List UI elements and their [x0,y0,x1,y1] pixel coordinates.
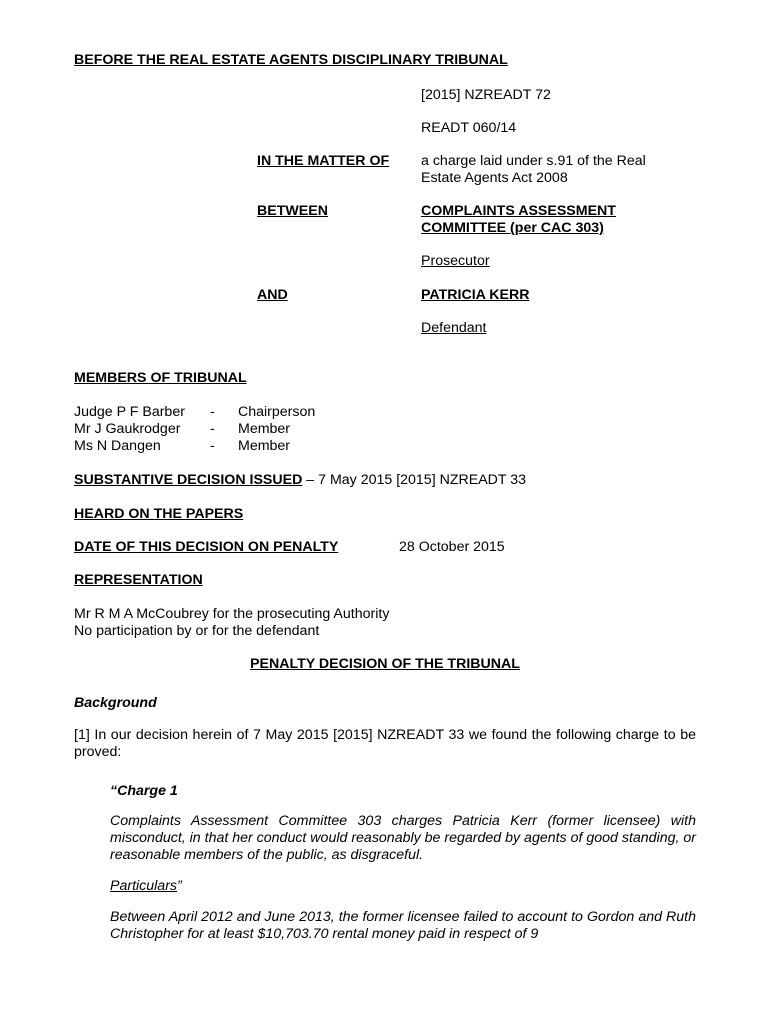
prosecutor-name-line-1: COMPLAINTS ASSESSMENT [421,203,616,219]
matter-label: IN THE MATTER OF [257,153,390,169]
prosecutor-role: Prosecutor [421,253,490,269]
citation: [2015] NZREADT 72 [421,87,551,103]
member-separator: - [210,421,215,437]
paragraph-1: [1] In our decision herein of 7 May 2015 [2015] NZREADT 33 we found the following charge to be proved: [74,727,696,760]
member-role: Member [238,421,291,437]
member-row [74,438,315,455]
file-number: READT 060/14 [421,120,517,136]
substantive-decision-text: – 7 May 2015 [2015] NZREADT 33 [302,472,527,488]
defendant-name: PATRICIA KERR [421,287,530,303]
and-label: AND [257,287,288,303]
charge-text: Complaints Assessment Committee 303 charges Patricia Kerr (former licensee) with misconduct, in that her conduct would reasonably be regarded by agents of good standing, or reasonable members of the public, as disgraceful. [110,813,697,863]
particulars-closing-quote: ” [177,878,182,894]
substantive-decision [74,472,526,489]
decision-date-label: DATE OF THIS DECISION ON PENALTY [74,539,339,555]
member-row [74,421,315,438]
charge-title: “Charge 1 [110,783,178,799]
member-row [74,404,315,421]
member-role: Member [238,438,291,454]
representation-heading: REPRESENTATION [74,572,203,588]
member-name: Ms N Dangen [74,438,161,454]
defendant-role: Defendant [421,320,487,336]
member-name: Judge P F Barber [74,404,185,420]
members-heading: MEMBERS OF TRIBUNAL [74,370,247,386]
substantive-decision-label: SUBSTANTIVE DECISION ISSUED [74,472,303,488]
background-heading: Background [74,695,157,711]
particulars [110,878,182,895]
particulars-label: Particulars [110,878,178,894]
member-separator: - [210,404,215,420]
member-separator: - [210,438,215,454]
heard-on-papers: HEARD ON THE PAPERS [74,506,244,522]
between-label: BETWEEN [257,203,328,219]
representation-line-1: Mr R M A McCoubrey for the prosecuting Authority [74,606,390,622]
decision-date-value: 28 October 2015 [399,539,505,555]
member-name: Mr J Gaukrodger [74,421,181,437]
matter-line-2: Estate Agents Act 2008 [421,170,568,186]
decision-title: PENALTY DECISION OF THE TRIBUNAL [250,656,520,672]
tribunal-heading: BEFORE THE REAL ESTATE AGENTS DISCIPLINARY TRIBUNAL [74,52,508,68]
prosecutor-name-line-2: COMMITTEE (per CAC 303) [421,220,604,236]
representation-line-2: No participation by or for the defendant [74,623,320,639]
matter-line-1: a charge laid under s.91 of the Real [421,153,646,169]
members-list [74,404,315,455]
member-role: Chairperson [238,404,316,420]
particulars-text: Between April 2012 and June 2013, the former licensee failed to account to Gordon and Ruth Christopher for at least $10,703.70 rental money paid in respect of 9 [110,909,696,942]
